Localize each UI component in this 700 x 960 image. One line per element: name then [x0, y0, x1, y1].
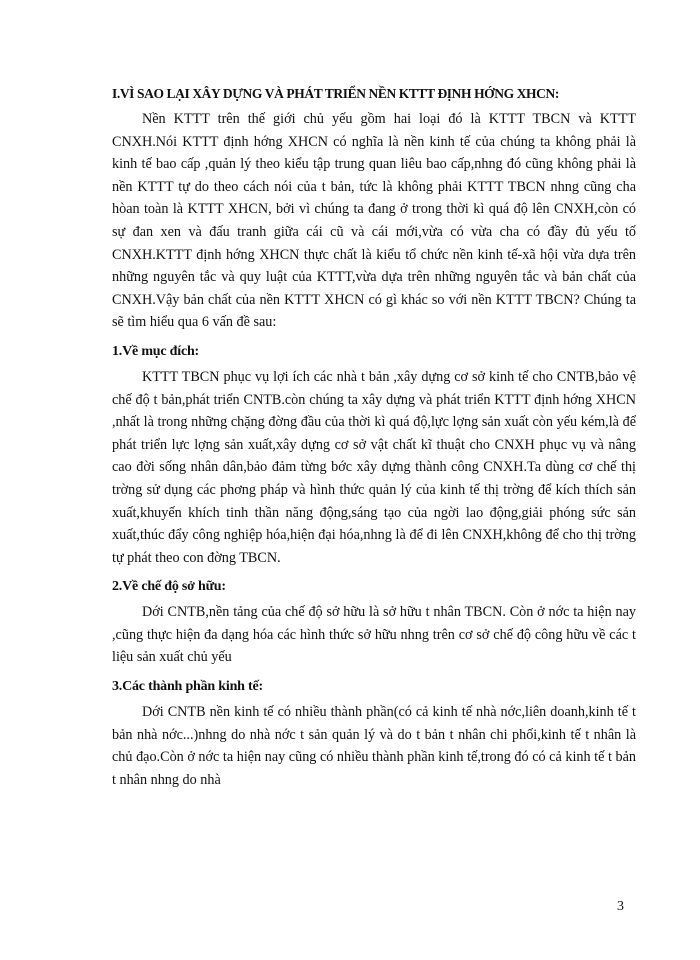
section-heading-economic-sectors: 3.Các thành phần kinh tế:	[112, 679, 263, 695]
section-heading-purpose: 1.Về mục đích:	[112, 343, 200, 359]
page-number: 3	[617, 899, 624, 914]
document-body	[112, 82, 636, 791]
section-paragraph-economic-sectors: Dới CNTB nền kinh tế có nhiều thành phần(có cả kinh tế nhà nớc,liên doanh,kinh tế t bản nhà nớc...)nhng do nhà nớc t sản quản lý và do t bản t nhân chi phối,kinh tế t nhân là chủ đạo.Còn ở nớc ta hiện nay cũng có nhiều thành phần kinh tế,trong đó có cả kinh tế t bản t nhân nhng do nhà	[112, 704, 636, 788]
section-paragraph-purpose: KTTT TBCN phục vụ lợi ích các nhà t bản ,xây dựng cơ sở kinh tế cho CNTB,bảo vệ chế độ t bản,phát triển CNTB.còn chúng ta xây dựng và phát triển KTTT định hớng XHCN ,nhất là trong những chặng đờng đầu của thời kì quá độ,lực lợng sản xuất còn yếu kém,là để phát triển lực lợng sản xuất,xây dựng cơ sở vật chất kĩ thuật cho CNXH phục vụ và nâng cao đời sống nhân dân,bảo đảm từng bớc xây dựng thành công CNXH.Ta dùng cơ chế thị trờng sử dụng các phơng pháp và hình thức quản lý của kinh tế thị trờng để kích thích sản xuất,khuyến khích tinh thần năng động,sáng tạo của ngời lao động,giải phóng sức sản xuất,thúc đẩy công nghiệp hóa,hiện đại hóa,nhng là để đi lên CNXH,không để cho thị trờng tự phát theo con đờng TBCN.	[112, 368, 636, 566]
section-paragraph-ownership: Dới CNTB,nền tảng của chế độ sở hữu là sở hữu t nhân TBCN. Còn ở nớc ta hiện nay ,cũng thực hiện đa dạng hóa các hình thức sở hữu nhng trên cơ sở chế độ công hữu về các t liệu sản xuất chủ yếu	[112, 604, 636, 666]
intro-paragraph: Nền KTTT trên thế giới chủ yếu gồm hai loại đó là KTTT TBCN và KTTT CNXH.Nói KTTT định hớng XHCN có nghĩa là nền kinh tế của chúng ta không phải là kinh tế bao cấp ,quản lý theo kiểu tập trung quan liêu bao cấp,nhng đó cũng không phải là nền KTTT tự do theo cách nói của t bản, tức là không phải KTTT TBCN nhng cũng cha hòan toàn là KTTT XHCN, bởi vì chúng ta đang ở trong thời kì quá độ lên CNXH,còn có sự đan xen và đấu tranh giữa cái cũ và cái mới,vừa có vừa cha có đầy đủ yếu tố CNXH.KTTT định hớng XHCN thực chất là kiểu tổ chức nền kinh tế-xã hội vừa dựa trên những nguyên tắc và quy luật của KTTT,vừa dựa trên những nguyên tắc và bản chất của CNXH.Vậy bản chất của nền KTTT XHCN có gì khác so với nền KTTT TBCN? Chúng ta sẽ tìm hiểu qua 6 vấn đề sau:	[112, 111, 636, 331]
section-heading-ownership: 2.Về chế độ sở hữu:	[112, 579, 226, 595]
main-heading: I.VÌ SAO LẠI XÂY DỰNG VÀ PHÁT TRIỂN NỀN KTTT ĐỊNH HỚNG XHCN:	[112, 86, 559, 101]
